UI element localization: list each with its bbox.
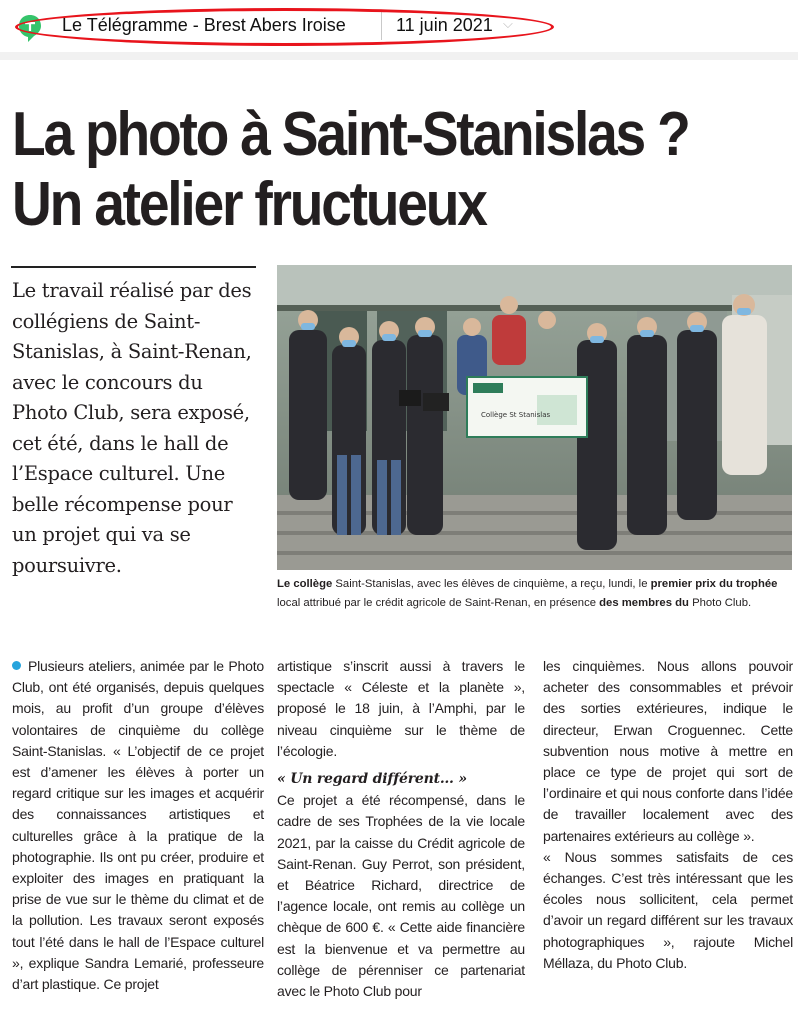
- caption-part: local attribué par le crédit agricole de Saint-Renan, en présence: [277, 597, 600, 609]
- article-column-1: [12, 656, 264, 995]
- cheque-text: Collège St Stanislas: [481, 411, 551, 419]
- article-photo[interactable]: [277, 265, 792, 570]
- highlight-annotation: [15, 8, 554, 46]
- article-subheading: « Un regard différent… »: [277, 771, 467, 788]
- lead-rule: [11, 266, 256, 268]
- chevron-down-icon[interactable]: ⌵: [503, 16, 513, 31]
- caption-part: premier prix du trophée: [650, 578, 778, 590]
- article-column-2: [277, 656, 525, 1002]
- column-3-text-b: « Nous sommes satisfaits de ces échanges. C’est très intéressant que les écoles nous sollicitent, cela permet d’avoir un regard différent sur les travaux photographiques », rajoute Michel Méllaza, du Photo Club.: [543, 848, 793, 971]
- caption-part: Saint-Stanislas, avec les élèves de cinquième, a reçu, lundi, le: [335, 578, 651, 590]
- article-column-3: [543, 656, 793, 974]
- caption-part: des membres du: [599, 597, 689, 609]
- group-photo-illustration: [277, 265, 792, 570]
- caption-part: Le collège: [277, 578, 336, 590]
- headline-line-1: La photo à Saint-Stanislas ?: [12, 100, 689, 169]
- caption-part: Photo Club.: [688, 597, 752, 609]
- column-2-text-a: artistique s’inscrit aussi à travers le spectacle « Céleste et la planète », proposé le 18 juin, à l’Amphi, par le niveau cinquième sur le thème de l’écologie.: [277, 658, 525, 759]
- publication-title[interactable]: Le Télégramme - Brest Abers Iroise: [62, 15, 346, 35]
- article-lead: Le travail réalisé par des collégiens de Saint-Stanislas, à Saint-Renan, avec le concours du Photo Club, sera exposé, cet été, dans le hall de l’Espace culturel. Une belle récompense pour un projet qui va se poursuivre.: [12, 279, 252, 577]
- column-2-text-b: Ce projet a été récompensé, dans le cadre de ses Trophées de la vie locale 2021, par la caisse du Crédit agricole de Saint-Renan. Guy Perrot, son président, et Béatrice Richard, directrice de l’agence locale, ont remis au collège un chèque de 600 €. « Cette aide financière est la bienvenue et va permettre au collège de pérenniser ce partenariat avec le Photo Club pour: [277, 792, 525, 1000]
- top-bar: [0, 0, 798, 52]
- article-headline: [12, 100, 706, 240]
- headline-line-2: Un atelier fructueux: [12, 170, 486, 239]
- toolbar-shadow: [0, 52, 798, 60]
- bullet-dot-icon: [12, 661, 21, 670]
- column-1-text: Plusieurs ateliers, animée par le Photo Club, ont été organisés, depuis quelques mois, au profit d’un groupe d’élèves volontaires de cinquième du collège Saint-Stanislas. « L’objectif de ce projet est d’amener les élèves à porter un regard critique sur les images et acquérir des connaissances artistiques et culturelles grâce à la pratique de la photographie. Ils ont pu créer, produire et exploiter des images en pratiquant la prise de vue sur le thème du climat et de la pollution. Les travaux seront exposés tout l’été dans le hall de l’Espace culturel », explique Sandra Lemarié, professeure d’art plastique. Ce projet: [12, 658, 264, 993]
- issue-date[interactable]: 11 juin 2021: [396, 15, 493, 35]
- column-3-text-a: les cinquièmes. Nous allons pouvoir acheter des consommables et prévoir des sorties extérieures, indique le directeur, Erwan Croguennec. Cette subvention nous motive à mettre en place ce type de projet qui sort de l’ordinaire et qui nous conforte dans l’idée de travailler localement avec des partenaires extérieurs au collège ».: [543, 658, 793, 844]
- photo-caption: [277, 575, 795, 613]
